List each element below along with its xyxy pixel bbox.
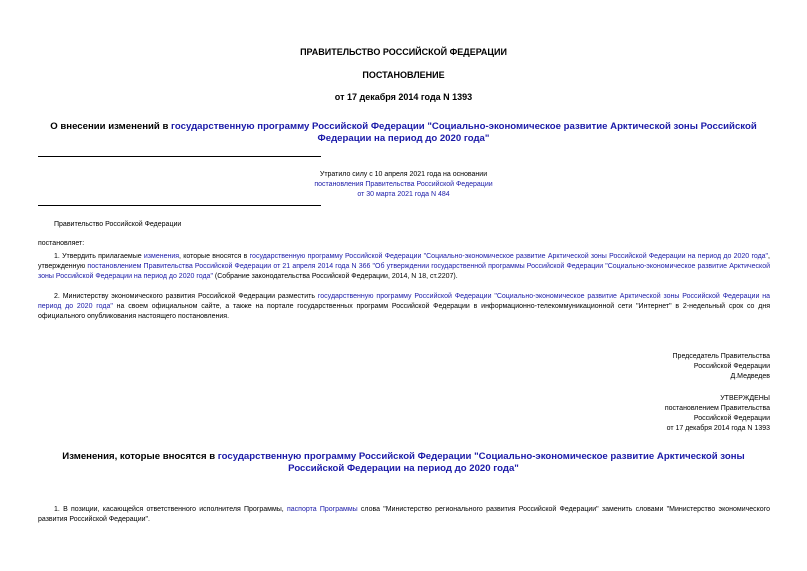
program-link[interactable]: государственную программу Российской Федерации "Социально-экономическое развитие Арктической зоны Российской Федерации на период до 2020 года" (171, 121, 757, 144)
approved-label: УТВЕРЖДЕНЫ (720, 395, 770, 402)
change-item-1: 1. В позиции, касающейся ответственного исполнителя Программы, паспорта Программы слова "Министерство регионального развития Российской Федерации" заменить словами "Министерство экономического развития Российской Федерации". (38, 506, 770, 523)
status-text: Утратило силу с 10 апреля 2021 года на основании (319, 171, 488, 178)
signature-org: Российской Федерации (693, 363, 770, 370)
signature-name: Д.Медведев (730, 373, 770, 380)
signature-position: Председатель Правительства (672, 353, 770, 360)
signature-block (673, 352, 770, 382)
document-type: ПОСТАНОВЛЕНИЕ (362, 70, 445, 80)
changes-title-prefix: Изменения, которые вносятся в (62, 451, 218, 462)
paragraph-1: 1. Утвердить прилагаемые изменения, которые вносятся в государственную программу Российской Федерации "Социально-экономическое развитие Арктической зоны Российской Федерации на период до 2020 года", утвержденную постановлением Правительства Российской Федерации от 21 апреля 2014 года N 366 "Об утверждении государственной программы Российской Федерации "Социально-экономическое развитие Арктической зоны Российской Федерации на период до 2020 года" (Собрание законодательства Российской Федерации, 2014, N 18, ст.2207). (38, 253, 770, 280)
paragraph-2: 2. Министерству экономического развития Российской Федерации разместить государственную программу Российской Федерации "Социально-экономическое развитие Арктической зоны Российской Федерации на период до 2020 года" на своем официальном сайте, а также на портале государственных программ Российской Федерации в информационно-телекоммуникационной сети "Интернет" в 2-недельный срок со дня официального опубликования настоящего постановления. (38, 293, 770, 320)
status-note (0, 170, 807, 200)
government-label: Правительство Российской Федерации (54, 221, 182, 228)
resolves-label: постановляет: (38, 240, 85, 247)
repeal-link-line2[interactable]: от 30 марта 2021 года N 484 (357, 191, 450, 198)
document-date-number: от 17 декабря 2014 года N 1393 (334, 92, 473, 102)
program-link-2[interactable]: государственную программу Российской Федерации "Социально-экономическое развитие Арктической зоны Российской Федерации на период до 2020 года" (249, 253, 769, 260)
approved-date: от 17 декабря 2014 года N 1393 (666, 425, 770, 432)
resolution-366-link[interactable]: постановлением Правительства Российской Федерации от 21 апреля 2014 года N 366 "Об утверждении государственной программы Российской Федерации "Социально-экономическое развитие Арктической зоны Российской Федерации на период до 2020 года" (38, 263, 770, 280)
approval-block (665, 394, 770, 434)
government-heading: ПРАВИТЕЛЬСТВО РОССИЙСКОЙ ФЕДЕРАЦИИ (300, 47, 507, 57)
document-title-prefix: О внесении изменений в (50, 121, 172, 132)
program-link-3[interactable]: государственную программу Российской Федерации "Социально-экономическое развитие Арктической зоны Российской Федерации на период до 2020 года" (38, 293, 770, 310)
passport-link[interactable]: паспорта Программы (286, 506, 358, 513)
divider-bottom (38, 205, 321, 206)
approved-org: Российской Федерации (693, 415, 770, 422)
document-title (30, 121, 777, 145)
program-link-4[interactable]: государственную программу Российской Федерации "Социально-экономическое развитие Арктической зоны Российской Федерации на период до 2020 года" (217, 451, 745, 474)
repeal-link-line1[interactable]: постановления Правительства Российской Федерации (314, 181, 493, 188)
divider-top (38, 156, 321, 157)
changes-title (55, 451, 752, 475)
approved-by: постановлением Правительства (664, 405, 770, 412)
changes-link[interactable]: изменения (143, 253, 180, 260)
